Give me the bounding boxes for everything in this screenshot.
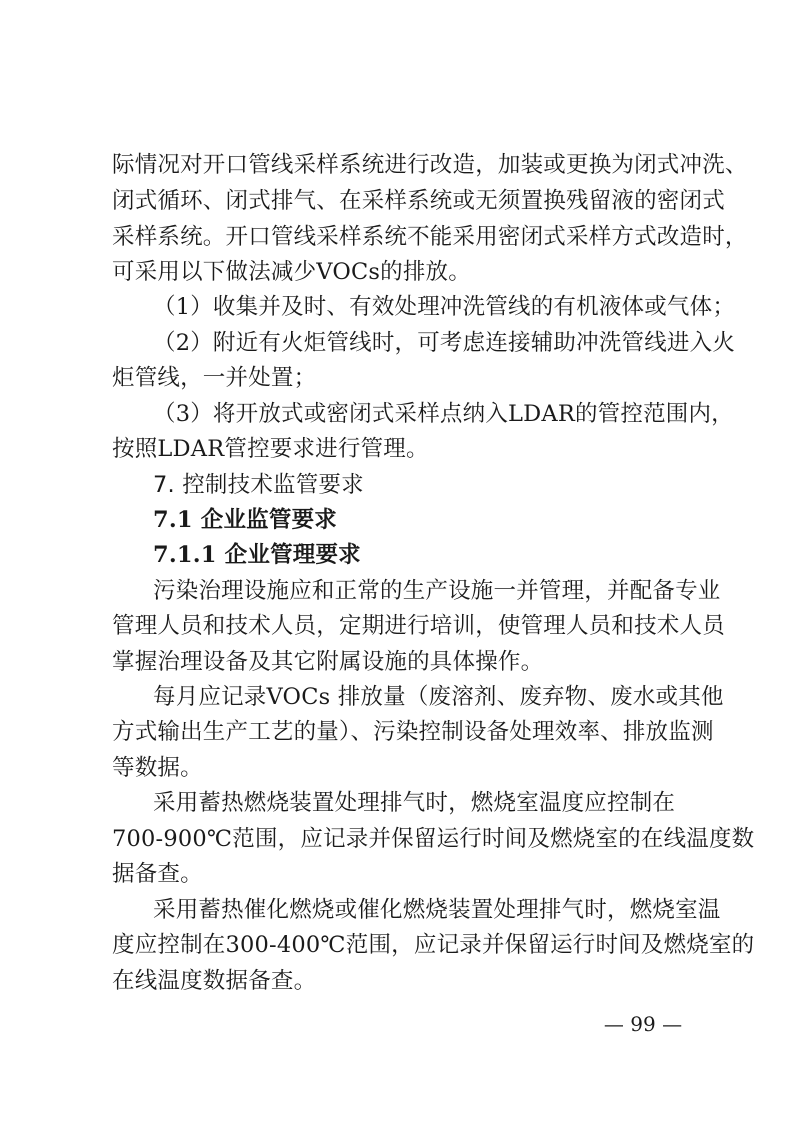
paragraph-line: 每月应记录VOCs 排放量（废溶剂、废弃物、废水或其他 <box>153 684 724 710</box>
paragraph-line: 采用蓄热燃烧装置处理排气时，燃烧室温度应控制在 <box>153 790 676 816</box>
paragraph-line: 等数据。 <box>112 755 203 781</box>
paragraph-line: 管理人员和技术人员，定期进行培训，使管理人员和技术人员 <box>112 613 725 639</box>
subsubsection-heading: 7.1.1 企业管理要求 <box>153 542 361 568</box>
list-item-continuation: 炬管线，一并处置； <box>112 365 317 391</box>
paragraph-line: 据备查。 <box>112 861 203 887</box>
paragraph-line: 闭式循环、闭式排气、在采样系统或无须置换残留液的密闭式 <box>112 188 725 214</box>
paragraph-line: 在线温度数据备查。 <box>112 968 317 994</box>
paragraph-line: 度应控制在300-400℃范围，应记录并保留运行时间及燃烧室的 <box>112 932 755 958</box>
list-item: （3）将开放式或密闭式采样点纳入LDAR的管控范围内， <box>153 401 734 427</box>
paragraph-line: 采样系统。开口管线采样系统不能采用密闭式采样方式改造时， <box>112 224 748 250</box>
list-item-continuation: 按照LDAR管控要求进行管理。 <box>112 436 429 462</box>
section-heading: 7. 控制技术监管要求 <box>153 472 364 498</box>
page-number: — 99 — <box>603 1012 683 1036</box>
list-item: （1）收集并及时、有效处理冲洗管线的有机液体或气体； <box>153 294 736 320</box>
paragraph-line: 掌握治理设备及其它附属设施的具体操作。 <box>112 649 544 675</box>
paragraph-line: 可采用以下做法减少VOCs的排放。 <box>112 259 471 285</box>
paragraph-line: 700-900℃范围，应记录并保留运行时间及燃烧室的在线温度数 <box>112 826 755 852</box>
paragraph-line: 际情况对开口管线采样系统进行改造，加装或更换为闭式冲洗、 <box>112 152 748 178</box>
paragraph-line: 污染治理设施应和正常的生产设施一并管理，并配备专业 <box>153 578 721 604</box>
subsection-heading: 7.1 企业监管要求 <box>153 507 337 533</box>
list-item: （2）附近有火炬管线时，可考虑连接辅助冲洗管线进入火 <box>153 330 736 356</box>
paragraph-line: 方式输出生产工艺的量）、污染控制设备处理效率、排放监测 <box>112 719 714 745</box>
paragraph-line: 采用蓄热催化燃烧或催化燃烧装置处理排气时，燃烧室温 <box>153 897 721 923</box>
